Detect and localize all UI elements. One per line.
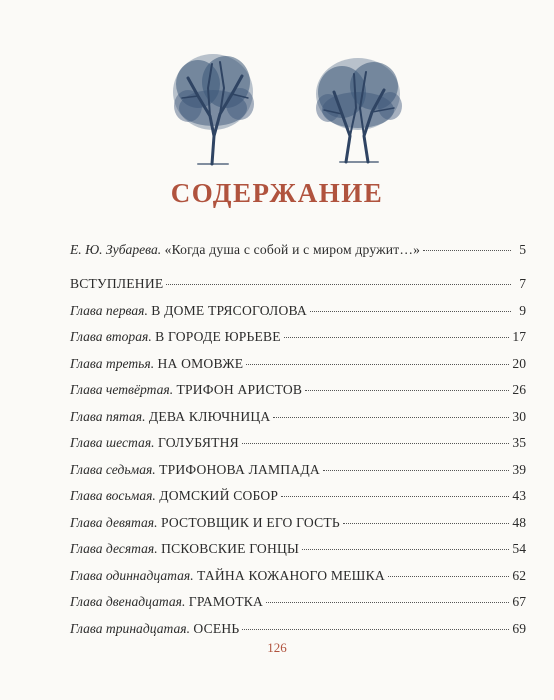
toc-entry-label (70, 409, 270, 425)
toc-entry-chapter: Глава одиннадцатая. (70, 567, 194, 583)
toc-entry-chapter: Глава седьмая. (70, 461, 156, 477)
toc-entry-page: 39 (512, 461, 526, 477)
toc-entry-title: ДЕВА КЛЮЧНИЦА (148, 408, 271, 424)
toc-entry-chapter: Глава первая. (70, 302, 148, 318)
toc-entry-chapter: Глава восьмая. (70, 488, 156, 503)
dot-leader (246, 364, 509, 365)
toc-entry[interactable] (70, 568, 526, 595)
toc-entry-page: 20 (512, 355, 526, 371)
tree-icon (312, 52, 404, 164)
toc-entry-page: 54 (512, 541, 526, 556)
toc-entry-chapter: Глава тринадцатая. (70, 620, 190, 636)
toc-entry-label (70, 621, 239, 637)
toc-entry[interactable] (70, 541, 526, 568)
toc-entry-title: ТРИФОН АРИСТОВ (176, 382, 303, 397)
toc-entry-title: ВСТУПЛЕНИЕ (70, 276, 164, 291)
dot-leader (242, 629, 509, 630)
toc-entry-label (70, 462, 320, 478)
toc-entry-label (70, 488, 278, 504)
toc-entry-author: Е. Ю. Зубарева. (70, 242, 162, 257)
toc-entry-page: 69 (512, 620, 526, 636)
dot-leader (302, 549, 509, 550)
toc-entry-title: НА ОМОВЖЕ (157, 355, 244, 371)
toc-entry[interactable] (70, 435, 526, 462)
toc-entry[interactable] (70, 409, 526, 436)
toc-entry[interactable] (70, 462, 526, 489)
toc-entry-chapter: Глава пятая. (70, 408, 146, 424)
dot-leader (305, 390, 509, 391)
toc-entry-title: ГОЛУБЯТНЯ (157, 435, 239, 450)
page-number: 126 (267, 640, 287, 655)
toc-entry-label (70, 329, 281, 345)
toc-entry[interactable] (70, 303, 526, 330)
dot-leader (343, 523, 510, 524)
toc-entry[interactable] (70, 594, 526, 621)
dot-leader (388, 576, 510, 577)
toc-entry-page: 7 (519, 276, 526, 291)
toc-entry-label (70, 435, 239, 451)
toc-entry-chapter: Глава третья. (70, 355, 155, 371)
toc-entry-page: 5 (519, 242, 526, 257)
toc-entry[interactable] (70, 329, 526, 356)
toc-entry-chapter: Глава десятая. (70, 541, 158, 556)
toc-entry-label (70, 303, 307, 319)
toc-entry-chapter: Глава четвёртая. (70, 382, 174, 397)
toc-entry-label (70, 515, 340, 531)
dot-leader (242, 443, 510, 444)
toc-entry-page: 26 (512, 382, 526, 397)
dot-leader (310, 311, 511, 312)
dot-leader (266, 602, 509, 603)
toc-entry-page: 67 (512, 594, 526, 609)
table-of-contents (70, 242, 526, 647)
toc-entry-page: 62 (512, 567, 526, 583)
dot-leader (281, 496, 509, 497)
dot-leader (323, 470, 510, 471)
toc-entry-title: В ГОРОДЕ ЮРЬЕВЕ (155, 329, 281, 344)
toc-entry-title: ОСЕНЬ (193, 620, 240, 636)
toc-entry-title: ТАЙНА КОЖАНОГО МЕШКА (197, 567, 385, 583)
toc-entry-title: ТРИФОНОВА ЛАМПАДА (159, 461, 320, 477)
dot-leader (166, 284, 511, 285)
toc-entry-chapter: Глава шестая. (70, 435, 155, 450)
toc-entry[interactable] (70, 515, 526, 542)
toc-entry-chapter: Глава девятая. (70, 514, 158, 530)
toc-entry-label (70, 382, 302, 398)
toc-entry-label (70, 541, 299, 557)
dot-leader (273, 417, 509, 418)
dot-leader (284, 337, 510, 338)
toc-entry-title: ГРАМОТКА (188, 594, 263, 609)
toc-entry-page: 9 (519, 302, 526, 318)
toc-entry[interactable] (70, 488, 526, 515)
toc-entry-title: В ДОМЕ ТРЯСОГОЛОВА (151, 302, 307, 318)
toc-entry[interactable] (70, 356, 526, 383)
toc-entry-chapter: Глава вторая. (70, 329, 152, 344)
toc-entry-title: ПСКОВСКИЕ ГОНЦЫ (161, 541, 300, 556)
toc-intro-entry[interactable] (70, 242, 526, 268)
tree-icon (168, 48, 258, 166)
toc-entry-title: ДОМСКИЙ СОБОР (159, 488, 279, 503)
toc-entry-label (70, 594, 263, 610)
toc-entry-page: 17 (512, 329, 526, 344)
toc-entry-chapter: Глава двенадцатая. (70, 594, 186, 609)
page-title: СОДЕРЖАНИЕ (170, 178, 384, 208)
toc-entry[interactable] (70, 382, 526, 409)
toc-entry-label (70, 242, 420, 258)
toc-entry-title: РОСТОВЩИК И ЕГО ГОСТЬ (160, 514, 340, 530)
toc-entry-page: 43 (512, 488, 526, 503)
toc-entry-label (70, 568, 385, 584)
toc-entry-label (70, 356, 243, 372)
header-illustration (0, 48, 554, 168)
toc-entry-label (70, 276, 163, 292)
toc-entry-page: 30 (512, 408, 526, 424)
toc-entry-page: 48 (512, 514, 526, 530)
toc-entry-title: «Когда душа с собой и с миром дружит…» (164, 242, 421, 257)
toc-entry[interactable] (70, 276, 526, 303)
dot-leader (423, 250, 511, 251)
toc-entry-page: 35 (512, 435, 526, 450)
